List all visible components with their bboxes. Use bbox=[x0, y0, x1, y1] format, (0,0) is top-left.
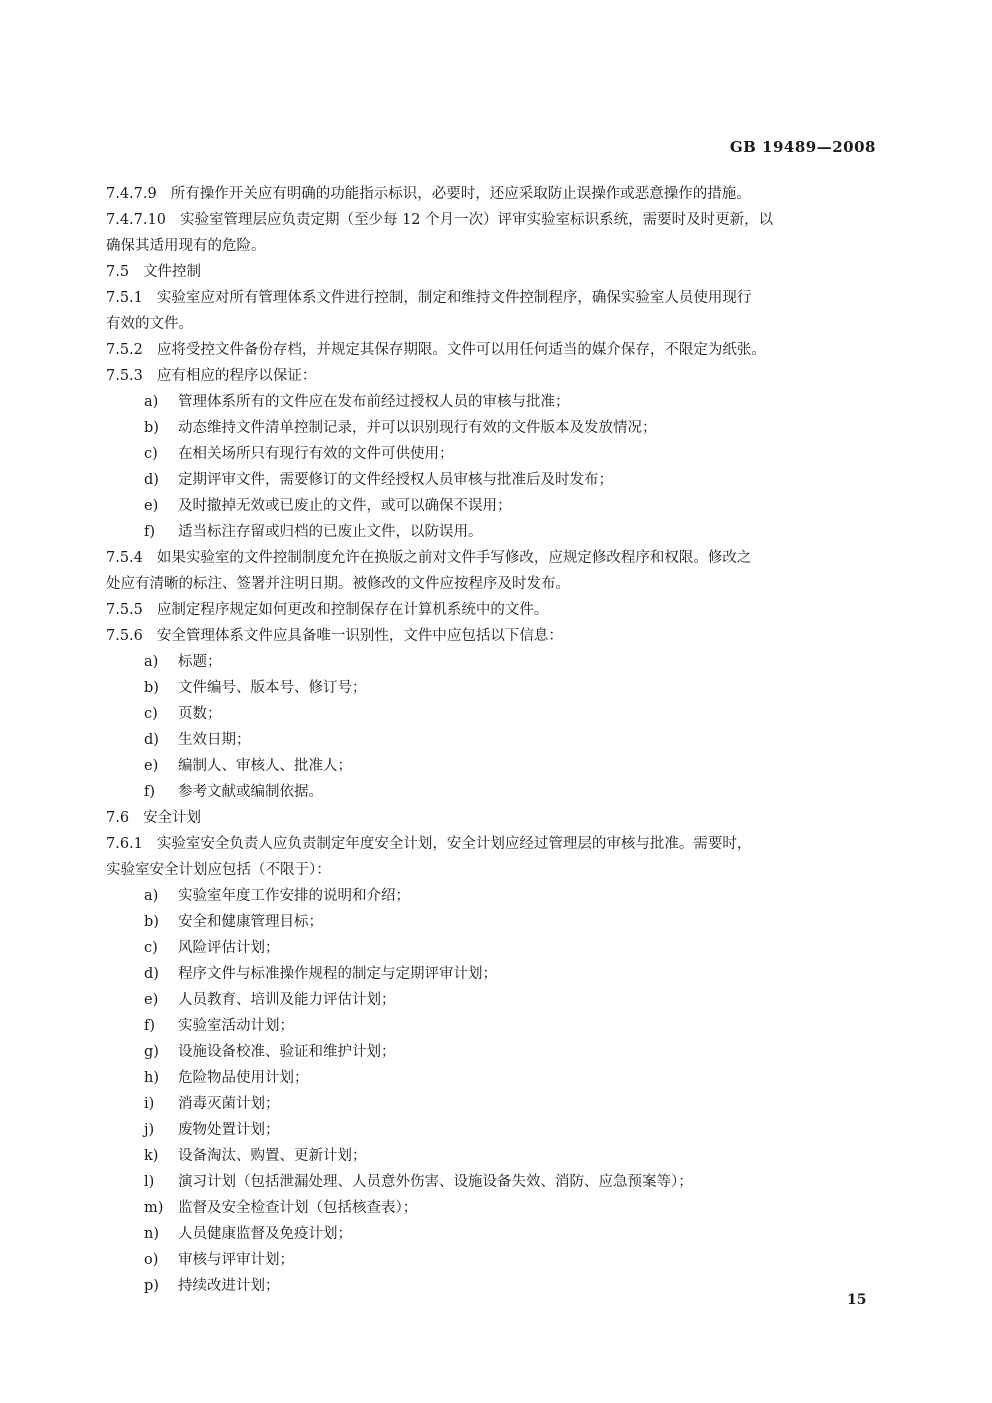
clause-paragraph bbox=[106, 623, 881, 649]
line-text: 在相关场所只有现行有效的文件可供使用； bbox=[178, 446, 454, 462]
line-text: 安全和健康管理目标； bbox=[178, 914, 323, 930]
list-marker: f) bbox=[144, 784, 156, 800]
line-text: 所有操作开关应有明确的功能指示标识，必要时，还应采取防止误操作或恶意操作的措施。 bbox=[170, 186, 751, 202]
line-text: 实验室安全计划应包括（不限于）： bbox=[106, 862, 331, 878]
list-marker: a) bbox=[144, 654, 159, 670]
list-item bbox=[106, 467, 881, 493]
clause-number: 7.5.3 bbox=[106, 368, 143, 384]
line-text: 实验室应对所有管理体系文件进行控制，制定和维持文件控制程序，确保实验室人员使用现行 bbox=[156, 290, 752, 306]
line-text: 参考文献或编制依据。 bbox=[178, 784, 323, 800]
list-item bbox=[106, 519, 881, 545]
list-marker: b) bbox=[144, 914, 159, 930]
paragraph-continuation bbox=[106, 571, 881, 597]
list-marker: f) bbox=[144, 1018, 156, 1034]
line-text: 文件编号、版本号、修订号； bbox=[178, 680, 367, 696]
clause-number: 7.6 bbox=[106, 810, 130, 826]
line-text: 标题； bbox=[178, 654, 222, 670]
line-text: 安全管理体系文件应具备唯一识别性，文件中应包括以下信息： bbox=[156, 628, 563, 644]
list-marker: o) bbox=[144, 1252, 159, 1268]
line-text: 实验室安全负责人应负责制定年度安全计划，安全计划应经过管理层的审核与批准。需要时， bbox=[156, 836, 752, 852]
line-text: 风险评估计划； bbox=[178, 940, 280, 956]
page-number: 15 bbox=[847, 1292, 867, 1308]
list-marker: i) bbox=[144, 1096, 155, 1112]
list-item bbox=[106, 779, 881, 805]
line-text: 实验室活动计划； bbox=[178, 1018, 294, 1034]
line-text: 应有相应的程序以保证： bbox=[156, 368, 317, 384]
line-text: 人员健康监督及免疫计划； bbox=[178, 1226, 352, 1242]
list-marker: g) bbox=[144, 1044, 159, 1060]
list-marker: p) bbox=[144, 1278, 159, 1294]
clause-paragraph bbox=[106, 181, 881, 207]
line-text: 有效的文件。 bbox=[106, 316, 193, 332]
clause-number: 7.5.1 bbox=[106, 290, 143, 306]
list-item bbox=[106, 649, 881, 675]
line-text: 监督及安全检查计划（包括核查表）； bbox=[178, 1200, 418, 1216]
clause-paragraph bbox=[106, 207, 881, 233]
paragraph-continuation bbox=[106, 233, 881, 259]
line-text: 实验室管理层应负责定期（至少每 12 个月一次）评审实验室标识系统，需要时及时更新，以 bbox=[179, 212, 774, 228]
line-text: 定期评审文件，需要修订的文件经授权人员审核与批准后及时发布； bbox=[178, 472, 613, 488]
line-text: 程序文件与标准操作规程的制定与定期评审计划； bbox=[178, 966, 497, 982]
line-text: 处应有清晰的标注、签署并注明日期。被修改的文件应按程序及时发布。 bbox=[106, 576, 570, 592]
list-item bbox=[106, 909, 881, 935]
line-text: 文件控制 bbox=[143, 264, 202, 280]
line-text: 审核与评审计划； bbox=[178, 1252, 294, 1268]
list-item bbox=[106, 675, 881, 701]
clause-paragraph bbox=[106, 545, 881, 571]
list-item bbox=[106, 753, 881, 779]
clause-number: 7.4.7.9 bbox=[106, 186, 157, 202]
list-item bbox=[106, 961, 881, 987]
line-text: 持续改进计划； bbox=[178, 1278, 280, 1294]
line-text: 页数； bbox=[178, 706, 222, 722]
list-item bbox=[106, 1195, 881, 1221]
list-marker: b) bbox=[144, 420, 159, 436]
list-marker: c) bbox=[144, 446, 158, 462]
clause-number: 7.5 bbox=[106, 264, 130, 280]
list-item bbox=[106, 1143, 881, 1169]
list-item bbox=[106, 727, 881, 753]
standard-number-header: GB 19489—2008 bbox=[729, 138, 876, 156]
list-marker: e) bbox=[144, 498, 159, 514]
list-item bbox=[106, 987, 881, 1013]
line-text: 危险物品使用计划； bbox=[178, 1070, 309, 1086]
list-marker: e) bbox=[144, 992, 159, 1008]
list-item bbox=[106, 935, 881, 961]
list-marker: a) bbox=[144, 888, 159, 904]
list-item bbox=[106, 1221, 881, 1247]
line-text: 编制人、审核人、批准人； bbox=[178, 758, 352, 774]
line-text: 管理体系所有的文件应在发布前经过授权人员的审核与批准； bbox=[178, 394, 570, 410]
paragraph-continuation bbox=[106, 857, 881, 883]
clause-number: 7.5.6 bbox=[106, 628, 143, 644]
line-text: 适当标注存留或归档的已废止文件，以防误用。 bbox=[178, 524, 483, 540]
line-text: 及时撤掉无效或已废止的文件，或可以确保不误用； bbox=[178, 498, 512, 514]
list-marker: d) bbox=[144, 732, 159, 748]
line-text: 确保其适用现有的危险。 bbox=[106, 238, 266, 254]
list-item bbox=[106, 1013, 881, 1039]
list-marker: m) bbox=[144, 1200, 164, 1216]
list-marker: h) bbox=[144, 1070, 159, 1086]
list-item bbox=[106, 883, 881, 909]
clause-paragraph bbox=[106, 363, 881, 389]
section-heading bbox=[106, 259, 881, 285]
list-marker: d) bbox=[144, 966, 159, 982]
clause-paragraph bbox=[106, 285, 881, 311]
list-marker: c) bbox=[144, 706, 158, 722]
line-text: 生效日期； bbox=[178, 732, 251, 748]
list-marker: j) bbox=[144, 1122, 155, 1138]
line-text: 实验室年度工作安排的说明和介绍； bbox=[178, 888, 410, 904]
line-text: 如果实验室的文件控制制度允许在换版之前对文件手写修改，应规定修改程序和权限。修改之 bbox=[156, 550, 752, 566]
clause-number: 7.5.5 bbox=[106, 602, 143, 618]
clause-paragraph bbox=[106, 337, 881, 363]
list-item bbox=[106, 701, 881, 727]
clause-number: 7.5.2 bbox=[106, 342, 143, 358]
list-item bbox=[106, 389, 881, 415]
line-text: 应将受控文件备份存档，并规定其保存期限。文件可以用任何适当的媒介保存，不限定为纸张。 bbox=[156, 342, 766, 358]
list-item bbox=[106, 1273, 881, 1299]
document-body bbox=[106, 181, 881, 1299]
line-text: 动态维持文件清单控制记录，并可以识别现行有效的文件版本及发放情况； bbox=[178, 420, 657, 436]
list-item bbox=[106, 441, 881, 467]
line-text: 消毒灭菌计划； bbox=[178, 1096, 280, 1112]
clause-paragraph bbox=[106, 831, 881, 857]
list-item bbox=[106, 1091, 881, 1117]
list-marker: f) bbox=[144, 524, 156, 540]
paragraph-continuation bbox=[106, 311, 881, 337]
clause-number: 7.6.1 bbox=[106, 836, 143, 852]
list-item bbox=[106, 1065, 881, 1091]
line-text: 应制定程序规定如何更改和控制保存在计算机系统中的文件。 bbox=[156, 602, 549, 618]
list-marker: d) bbox=[144, 472, 159, 488]
clause-paragraph bbox=[106, 597, 881, 623]
list-marker: n) bbox=[144, 1226, 159, 1242]
line-text: 安全计划 bbox=[143, 810, 202, 826]
section-heading bbox=[106, 805, 881, 831]
list-marker: a) bbox=[144, 394, 159, 410]
list-marker: c) bbox=[144, 940, 158, 956]
line-text: 设施设备校准、验证和维护计划； bbox=[178, 1044, 396, 1060]
line-text: 设备淘汰、购置、更新计划； bbox=[178, 1148, 367, 1164]
clause-number: 7.5.4 bbox=[106, 550, 143, 566]
list-item bbox=[106, 493, 881, 519]
list-item bbox=[106, 1247, 881, 1273]
list-marker: e) bbox=[144, 758, 159, 774]
line-text: 人员教育、培训及能力评估计划； bbox=[178, 992, 396, 1008]
list-marker: k) bbox=[144, 1148, 159, 1164]
list-item bbox=[106, 1117, 881, 1143]
line-text: 演习计划（包括泄漏处理、人员意外伤害、设施设备失效、消防、应急预案等）； bbox=[178, 1174, 693, 1190]
list-item bbox=[106, 1169, 881, 1195]
line-text: 废物处置计划； bbox=[178, 1122, 280, 1138]
clause-number: 7.4.7.10 bbox=[106, 212, 166, 228]
list-item bbox=[106, 1039, 881, 1065]
list-item bbox=[106, 415, 881, 441]
list-marker: b) bbox=[144, 680, 159, 696]
list-marker: l) bbox=[144, 1174, 155, 1190]
